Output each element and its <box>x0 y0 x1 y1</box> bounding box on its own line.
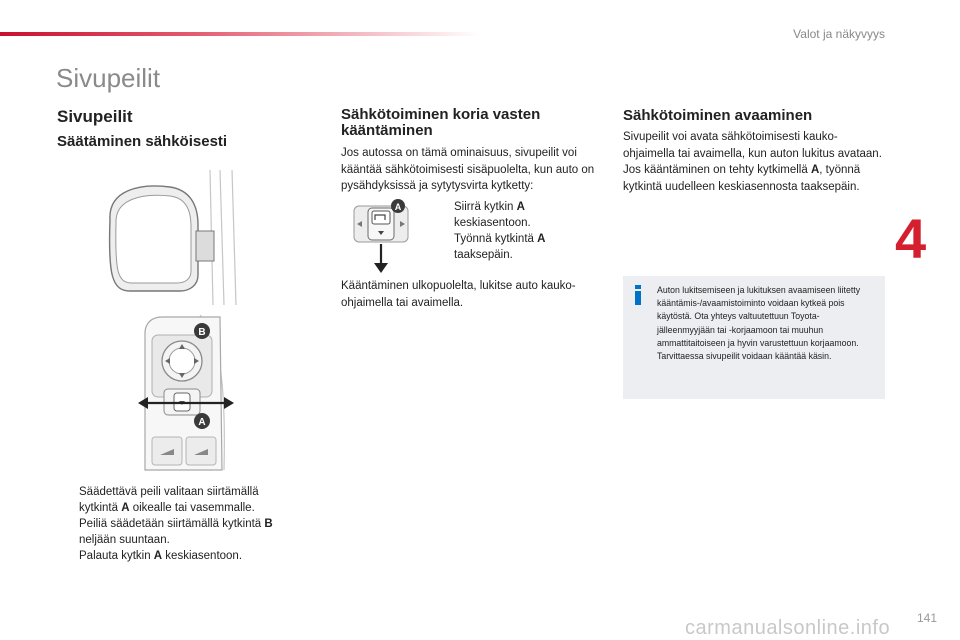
label-b-badge <box>194 323 210 339</box>
list-item <box>59 484 299 516</box>
step-key: A <box>121 502 130 514</box>
step-text-after: oikealle tai vasemmalle. <box>129 502 255 514</box>
step-text: Peiliä säädetään siirtämällä kytkintä <box>79 518 265 530</box>
step-text-after: taaksepäin. <box>454 249 513 261</box>
mirror-adjust-illustration <box>90 165 240 475</box>
info-note-text <box>657 284 861 363</box>
list-item <box>434 199 564 231</box>
label-a: A <box>394 202 402 212</box>
column2-outro: Kääntäminen ulkopuolelta, lukitse auto kauko-ohjaimella tai avaimella. <box>341 280 576 309</box>
chapter-number: 4 <box>895 207 927 270</box>
label-a-badge <box>391 199 405 213</box>
list-item <box>59 548 299 564</box>
page-title: Sivupeilit <box>56 63 161 93</box>
step-text: Työnnä kytkintä <box>454 233 538 245</box>
step-key: B <box>264 518 273 530</box>
mirror-housing <box>110 186 214 291</box>
step-text: Säädettävä peili valitaan siirtämällä kytkintä <box>79 486 259 514</box>
column2-intro: Jos autossa on tämä ominaisuus, sivupeilit voi kääntää sähkötoimisesti sisäpuolelta, kun auto on pysähdyksissä ja sytytysvirta kytketty: <box>341 147 595 192</box>
watermark: carmanualsonline.info <box>685 617 891 639</box>
step-text: Siirrä kytkin <box>454 201 517 213</box>
info-icon <box>634 285 642 305</box>
fold-switch-illustration <box>352 198 412 276</box>
step-key: A <box>516 201 525 213</box>
list-item <box>59 516 299 548</box>
step-text-after: keskiasentoon. <box>454 217 531 229</box>
info-note <box>623 276 885 399</box>
column1-heading: Sivupeilit <box>57 107 133 126</box>
column3-text-before: Sivupeilit voi avata sähkötoimisesti kauko-ohjaimella tai avaimella, kun auton lukitus avataan. Jos kääntäminen on tehty kytkimellä <box>623 131 882 176</box>
step-text-after: neljään suuntaan. <box>79 534 170 546</box>
column2-heading: Sähkötoiminen koria vasten kääntäminen <box>341 106 541 139</box>
step-text: Palauta kytkin <box>79 550 154 562</box>
info-note-paragraph-2: Tarvittaessa sivupeilit voidaan kääntää käsin. <box>657 351 832 363</box>
header-accent-bar <box>0 32 480 36</box>
step-text-after: keskiasentoon. <box>162 550 243 562</box>
page-number: 141 <box>916 611 937 625</box>
column3-text-after: , työnnä kytkintä uudelleen keskiasennosta taaksepäin. <box>623 164 861 193</box>
step-key: A <box>153 550 163 562</box>
list-item <box>434 231 564 263</box>
column3-text <box>623 129 889 195</box>
section-name: Valot ja näkyvyys <box>793 27 885 41</box>
step-key: A <box>537 233 546 245</box>
switch-panel <box>138 317 234 470</box>
column3-heading: Sähkötoiminen avaaminen <box>623 107 813 124</box>
column1-steps <box>59 484 299 564</box>
info-note-paragraph: Auton lukitsemiseen ja lukituksen avaamiseen liitetty kääntämis-/avaamistoiminto voidaan kytkeä pois käytöstä. Ota yhteys valtuutettuun Toyota-jälleenmyyjään tai -korjaamoon tai muuhun ammattitaitoiseen ja hyvin varustettuun korjaamoon. <box>657 285 861 349</box>
label-a-badge <box>194 413 210 429</box>
column3-text-key: A <box>810 164 820 176</box>
label-a: A <box>198 417 206 428</box>
label-b: B <box>198 327 206 338</box>
column2-steps <box>434 199 564 263</box>
column1-subheading: Säätäminen sähköisesti <box>57 133 228 150</box>
